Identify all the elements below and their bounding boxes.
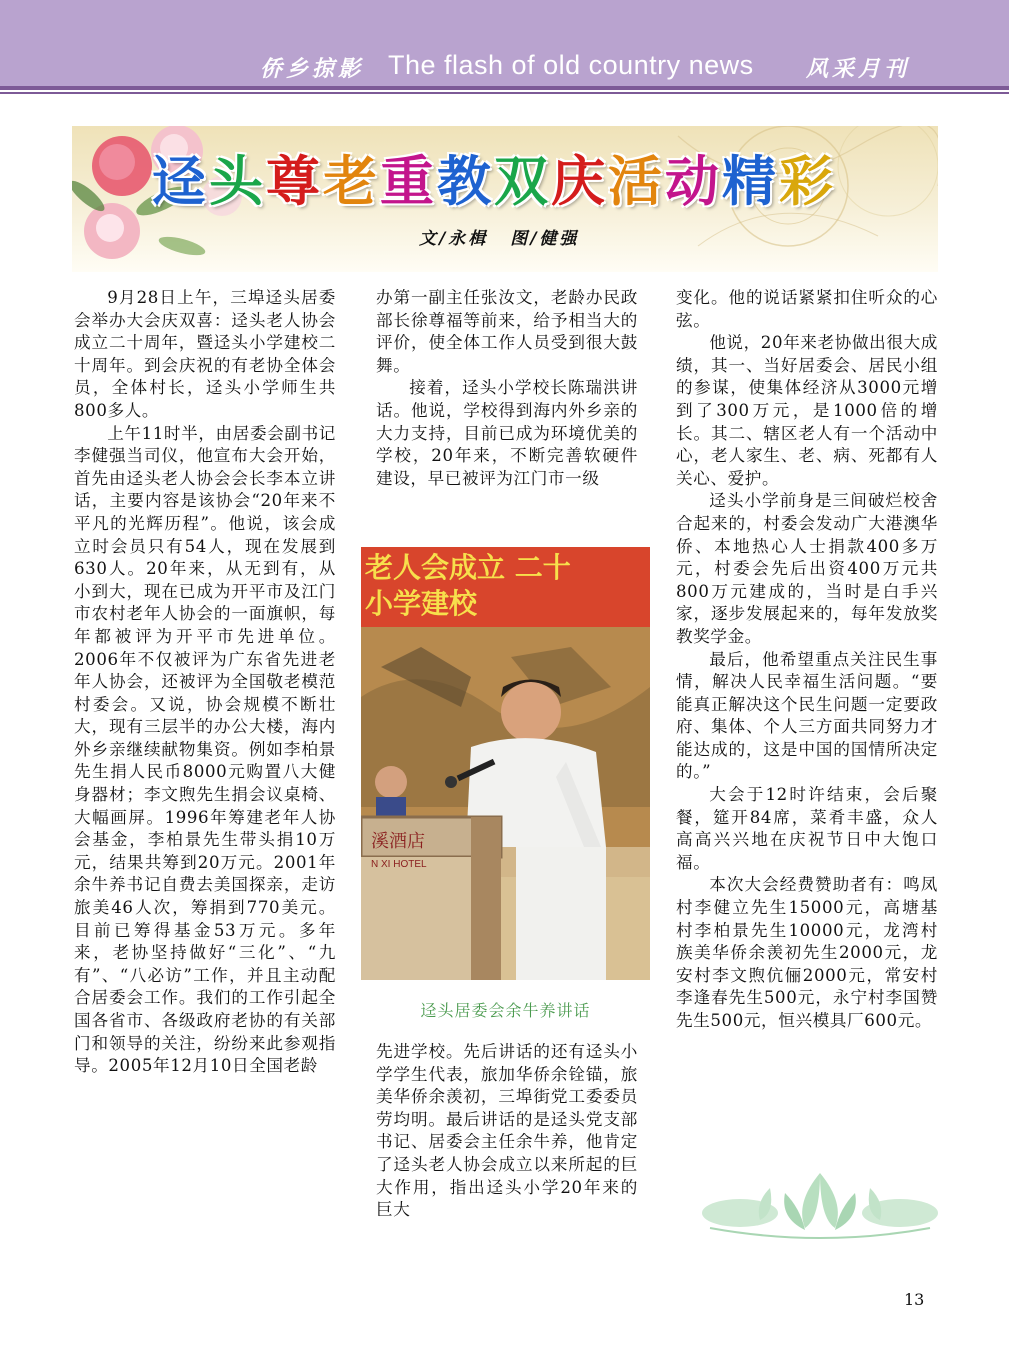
- title-character: 教: [437, 150, 494, 213]
- title-character: 双: [494, 150, 551, 213]
- title-character: 活: [608, 150, 665, 213]
- article-column-2-top: [376, 287, 638, 490]
- speaker-photo: [361, 547, 650, 980]
- title-character: 重: [380, 150, 437, 213]
- paragraph-continued: 先进学校。先后讲话的还有迳头小学学生代表，旅加华侨余铨锚，旅美华侨余羡初，三埠街党工委委员劳均明。最后讲话的是迳头党支部书记、居委会主任余牛养，他肯定了迳头老人协会成立以来所起的巨大作用，指出迳头小学20年来的巨大: [376, 1042, 638, 1220]
- podium-hotel-name-english: N XI HOTEL: [371, 859, 427, 870]
- article-column-2-bottom: [376, 1041, 638, 1222]
- title-character: 精: [722, 150, 779, 213]
- title-character: 迳: [152, 150, 209, 213]
- paragraph: 9月28日上午，三埠迳头居委会举办大会庆双喜：迳头老人协会成立二十周年，暨迳头小学建校二十周年。到会庆祝的有老协全体会员，全体村长，迳头小学师生共800多人。: [74, 288, 336, 420]
- photo-illustration: [361, 547, 650, 980]
- paragraph: 最后，他希望重点关注民生事情，解决人民幸福生活问题。“要能真正解决这个民生问题一定要政府、集体、个人三方面共同努力才能达成的，这是中国的国情所决定的。”: [676, 649, 938, 782]
- paragraph: 接着，迳头小学校长陈瑞洪讲话。他说，学校得到海内外乡亲的大力支持，目前已成为环境优美的学校，20年来，不断完善软硬件建设，早已被评为江门市一级: [376, 378, 638, 488]
- page-number: 13: [904, 1290, 925, 1309]
- paragraph: 本次大会经费赞助者有：鸣凤村李健立先生15000元，高塘基村李柏景先生10000元，龙湾村族美华侨余羡初先生2000元，龙安村李文煦伉俪2000元，常安村李逢春先生500元，永宁村李国赞先生500元，恒兴模具厂600元。: [676, 875, 938, 1030]
- article-column-3: [676, 287, 938, 1033]
- title-character: 庆: [551, 150, 608, 213]
- title-character: 动: [665, 150, 722, 213]
- title-character: 头: [209, 150, 266, 213]
- photo-caption: 迳头居委会余牛养讲话: [420, 1001, 591, 1020]
- podium-hotel-name: 溪酒店: [371, 831, 425, 852]
- header-rule: [0, 86, 1009, 90]
- photo-banner-text-2: 小学建校: [365, 587, 478, 620]
- paragraph: 他说，20年来老协做出很大成绩，其一、当好居委会、居民小组的参谋，使集体经济从3000元增到了300万元，是1000倍的增长。其二、辖区老人有一个活动中心，老人家生、老、病、死都有人关心、爱护。: [676, 333, 938, 488]
- header-rule-thin: [0, 92, 1009, 94]
- photo-credit: 图/健强: [510, 229, 580, 249]
- article-title: [152, 139, 836, 216]
- paragraph-continued: 变化。他的说话紧紧扣住听众的心弦。: [676, 288, 938, 330]
- paragraph: 大会于12时许结束，会后聚餐，筵开84席，菜肴丰盛，众人高高兴兴地在庆祝节日中大饱口福。: [676, 785, 938, 872]
- article-column-1: [74, 287, 336, 1078]
- paragraph: 迳头小学前身是三间破烂校舍合起来的，村委会发动广大港澳华侨、本地热心人士捐款400多万元，村委会先后出资400万元共800万元建成的，当时是白手兴家，逐步发展起来的，每年发放奖教奖学金。: [676, 491, 938, 646]
- section-label: 侨乡掠影: [260, 57, 365, 82]
- paragraph: 上午11时半，由居委会副书记李健强当司仪，他宣布大会开始，首先由迳头老人协会会长李本立讲话，主要内容是该协会“20年来不平凡的光辉历程”。他说，该会成立时会员只有54人，现在发展到630人。20年来，从无到有，从小到大，现在已成为开平市及江门市农村老年人协会的一面旗帜，每年都被评为开平市先进单位。2006年不仅被评为广东省先进老年人协会，还被评为全国敬老模范村委会。又说，协会规模不断壮大，现有三层半的办公大楼，海内外乡亲继续献物集资。例如李柏景先生捐人民币8000元购置八大健身器材；李文煦先生捐会议桌椅、大幅画屏。1996年筹建老年人协会基金，李柏景先生带头捐10万元，结果共筹到20万元。2001年余牛养书记自费去美国探亲，走访旅美46人次，筹捐到770美元。目前已筹得基金53万元。多年来，老协坚持做好“三化”、“九有”、“八必访”工作，并且主动配合居委会工作。我们的工作引起全国各省市、各级政府老协的有关部门和领导的关注，纷纷来此参观指导。2005年12月10日全国老龄: [74, 423, 336, 1076]
- lotus-decoration: [700, 1158, 940, 1248]
- section-label-english: The flash of old country news: [388, 50, 754, 80]
- paragraph-continued: 办第一副主任张汝文，老龄办民政部长徐尊福等前来，给予相当大的评价，使全体工作人员受到很大鼓舞。: [376, 288, 638, 375]
- byline: [419, 224, 579, 249]
- author-credit: 文/永楫: [419, 229, 489, 249]
- title-character: 尊: [266, 150, 323, 213]
- magazine-name: 风采月刊: [806, 57, 911, 82]
- photo-banner-text: 老人会成立 二十: [365, 551, 571, 584]
- title-character: 老: [323, 150, 380, 213]
- title-character: 彩: [779, 150, 836, 213]
